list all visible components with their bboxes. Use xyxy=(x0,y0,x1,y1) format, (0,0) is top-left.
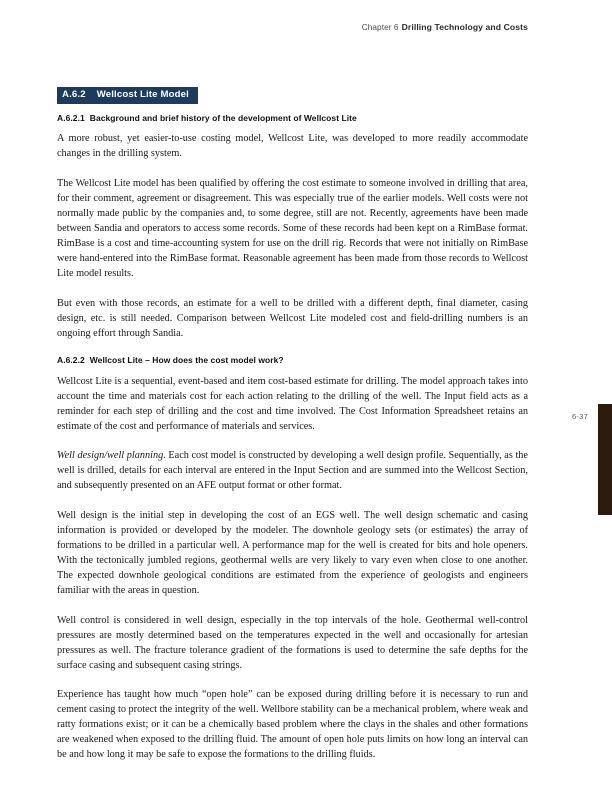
paragraph-5 xyxy=(57,448,528,493)
paragraph-8: Experience has taught how much “open hole” can be exposed during drilling before it is necessary to run and cement casing to protect the integrity of the well. Wellbore stability can be a mechanical problem, where weak and ratty formations exist; or it can be a chemically based problem where the clays in the shales and other formations are weakened when exposed to the drilling fluid. The amount of open hole puts limits on how long an interval can be and how long it may be safe to expose the formations to the drilling fluids. xyxy=(57,689,528,761)
paragraph-4: Wellcost Lite is a sequential, event-based and item cost-based estimate for drilling. The model approach takes into account the time and materials cost for each action relating to the drilling of the well. The Input field acts as a reminder for each step of drilling and the cost and time involved. The Cost Information Spreadsheet retains an estimate of the cost and performance of materials and services. xyxy=(57,375,528,432)
subsection-heading-a622 xyxy=(57,355,528,365)
page-content-column xyxy=(57,84,528,763)
paragraph-6: Well design is the initial step in developing the cost of an EGS well. The well design schematic and casing information is provided or developed by the modeler. The downhole geology sets (or estimates) the array of formations to be drilled in a particular well. A performance map for the well is created for bits and hole openers. With the tectonically jumbled regions, geothermal wells are very likely to vary even when close to one another. The expected downhole geological conditions are estimated from the experience of geologists and engineers familiar with the areas in question. xyxy=(57,509,528,597)
paragraph-7: Well control is considered in well design, especially in the top intervals of the hole. Geothermal well-control pressures are mostly determined based on the temperatures expected in the well and occasionally for artesian pressures as well. The fracture tolerance gradient of the formations is used to determine the safe depths for the surface casing and subsequent casing strings. xyxy=(57,614,528,671)
subsection-title-a622: Wellcost Lite – How does the cost model work? xyxy=(89,355,284,366)
subsection-number-a622: A.6.2.2 xyxy=(57,355,85,366)
subsection-title-a621: Background and brief history of the development of Wellcost Lite xyxy=(89,113,357,124)
running-header-chapter-label: Chapter 6 xyxy=(361,23,399,32)
paragraph-3: But even with those records, an estimate for a well to be drilled with a different depth, final diameter, casing design, etc. is still needed. Comparison between Wellcost Lite modeled cost and field-drilling numbers is an ongoing effort through Sandia. xyxy=(57,297,528,339)
running-header-chapter-title: Drilling Technology and Costs xyxy=(401,22,528,32)
chapter-edge-tab xyxy=(598,404,612,515)
running-header xyxy=(57,18,528,34)
section-heading-banner xyxy=(57,87,198,105)
page-folio-number: 6-37 xyxy=(572,412,588,421)
section-title: Wellcost Lite Model xyxy=(96,89,189,100)
paragraph-1: A more robust, yet easier-to-use costing model, Wellcost Lite, was developed to more readily accommodate changes in the drilling system. xyxy=(57,133,528,160)
section-number: A.6.2 xyxy=(62,89,86,100)
subsection-heading-a621 xyxy=(57,113,528,123)
paragraph-5-lead-italic: Well design/well planning. xyxy=(57,450,166,462)
paragraph-2: The Wellcost Lite model has been qualified by offering the cost estimate to someone involved in drilling that area, for their comment, agreement or disagreement. This was especially true of the earlier models. Well costs were not normally made public by the companies and, to some degree, still are not. Recently, agreements have been made between Sandia and operators to access some records. Some of these records had been kept on a RimBase format. RimBase is a cost and time-accounting system for use on the drill rig. Records that were not initially on RimBase were hand-entered into the RimBase format. Reasonable agreement has been made from those records to Wellcost Lite model results. xyxy=(57,177,528,280)
paragraph-5-rest: Each cost model is constructed by developing a well design profile. Sequentially, as the well is drilled, details for each interval are entered in the Input Section and are summed into the Wellcost Section, and subsequently presented on an AFE output format or other format. xyxy=(57,450,528,492)
subsection-number-a621: A.6.2.1 xyxy=(57,113,85,124)
